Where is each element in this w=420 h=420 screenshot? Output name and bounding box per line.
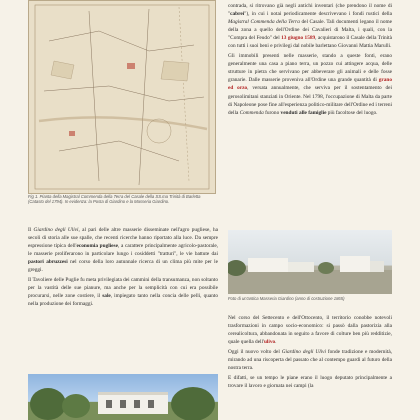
right-paragraph-1: contrada, si ritrovano già negli antichi inventari (che prendono il nome di "cabrei"), in cui i notai periodicamente descrivevano i fondi rustici della Magistral Commenda della Terra del Casale. Tali documenti legano il nome della zona a quello dell'Ordine dei Cavalieri di Malta, i quali, con la "Compra del Feudo" del 13 giugno 1589, acquistarono il Casale della Trinità con tutti i suoi beni e privilegi dal nobile barlettano Giovanni Mattia Marulli. xyxy=(228,3,393,50)
masseria-photo-caption: Foto di un'antica Masseria Giardino (anno di costruzione 1865) xyxy=(228,296,345,301)
right-paragraph-5: E difatti, se un tempo le piane erano il luogo deputato principalmente a trovare il lavoro e giornata nei campi (la xyxy=(228,375,392,390)
right-paragraph-2: Gli immobili presenti nelle masserie, stando a queste fonti, erano generalmente una casa a piano terra, un pozzo cui attingere acqua, delle strutture in pietra che servivano per abbeverare gli animali e delle fosse granarie. Dalle masserie proveniva all'Ordine una grande quantità di grano ed orzo, versata annualmente, che serviva per il sostentamento dei gerosolimitani stanziati in Oriente. Nel 1798, l'occupazione di Malta da parte di Napoleone pose fine all'esperienza politico-militare dell'Ordine ed i terreni della Commenda furono venduti alle famiglie più facoltose del luogo. xyxy=(228,53,392,116)
historic-map-image xyxy=(28,0,216,194)
map-caption: Fig 1. Pianta della Magistral Commenda della Terra del Casale della SS.ma Trinità di Barletta (Catasto del 1794). In evidenza: la Posta di Giardino e la Masseria Giardino. xyxy=(28,194,201,205)
right-paragraph-4: Oggi il nuovo volto del Giardino degli Ulivi fonde tradizione e modernità, mirando ad una riscoperta del passato che al contempo guardi al futuro della nostra terra. xyxy=(228,349,393,372)
olive-garden-building-photo xyxy=(28,374,218,420)
old-masseria-photo xyxy=(228,230,392,294)
right-column-text-2 xyxy=(228,314,392,392)
right-paragraph-3: Nel corso del Settecento e dell'Ottocento, il territorio conobbe notevoli trasformazioni in campo socio-economico: si passò dalla pastorizia alla cerealicoltura, abbandonata in seguito a favore di colture ben più redditizie, quale quella dell'ulivo. xyxy=(228,315,392,346)
left-paragraph-2: Il Tavoliere delle Puglie fu meta privilegiata dei cammini della transumanza, non soltanto per la vastità delle sue pianure, ma anche per la semplicità con cui era possibile procurarsi, nelle zone costiere, il sale, impiegato tanto nella concia delle pelli, quanto nella produzione dei formaggi. xyxy=(28,277,218,308)
left-paragraph-1: Il Giardino degli Ulivi, al pari delle altre masserie disseminate nell'agro pugliese, ha secoli di storia alle sue spalle, che recenti ricerche hanno riportato alla luce. Da sempre espressione tipica dell'economia pugliese, a carattere principalmente agricolo-pastorale, le masserie proliferarono in particolare lungo i cosiddetti "tratturi", le vie battute dai pastori abruzzesi nel corso della loro autunnale ricerca di un clima più mite per le greggi. xyxy=(28,227,219,274)
right-column-text xyxy=(228,2,392,119)
map-drawing xyxy=(29,1,215,193)
left-column-text xyxy=(28,226,218,310)
